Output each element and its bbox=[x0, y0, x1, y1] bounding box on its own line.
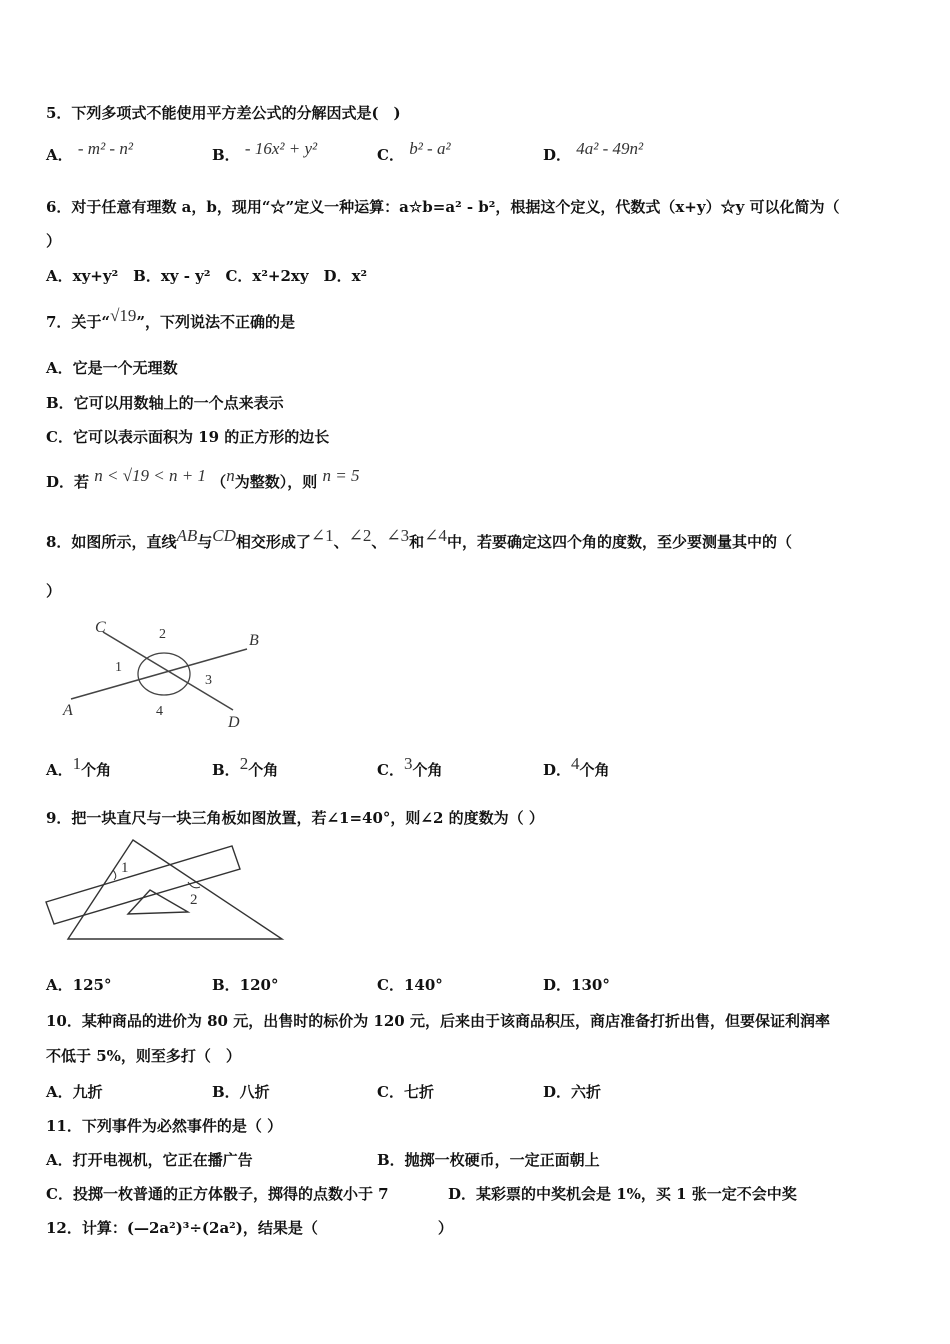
q7-optd-math: n < √19 < n + 1 bbox=[94, 466, 206, 485]
q11-option-b: B．抛掷一枚硬币，一定正面朝上 bbox=[377, 1151, 600, 1169]
q7-option-a: A．它是一个无理数 bbox=[46, 359, 178, 377]
line-ab: AB bbox=[176, 526, 198, 545]
q10-option-d: D．六折 bbox=[543, 1083, 602, 1101]
label-angle-3: 3 bbox=[205, 673, 212, 688]
label-b: B bbox=[249, 632, 259, 649]
q9-stem: 9．把一块直尺与一块三角板如图放置，若∠1=40°，则∠2 的度数为（ ） bbox=[46, 809, 544, 827]
label-angle-2: 2 bbox=[190, 892, 198, 908]
label-angle-4: 4 bbox=[156, 704, 163, 719]
q9-figure bbox=[40, 836, 290, 946]
q5-stem: 5．下列多项式不能使用平方差公式的分解因式是( ) bbox=[46, 104, 401, 122]
ruler-shape bbox=[46, 846, 240, 924]
q10-stem-line2: 不低于 5%，则至多打（ ） bbox=[46, 1047, 241, 1065]
option-expr: b² - a² bbox=[409, 139, 451, 158]
q7-optd-mid: 为整数），则 bbox=[234, 473, 318, 491]
angle-3: ∠3 bbox=[386, 526, 410, 545]
q8-option-b bbox=[212, 754, 279, 780]
q8-sep: 、 bbox=[371, 533, 387, 551]
angle-4: ∠4 bbox=[424, 526, 447, 545]
q8-figure bbox=[55, 612, 280, 737]
q8-option-d bbox=[543, 754, 610, 780]
q7-optd-n: n bbox=[226, 466, 235, 485]
option-label: B． bbox=[212, 146, 240, 164]
q7-option-c: C．它可以表示面积为 19 的正方形的边长 bbox=[46, 428, 330, 446]
option-label: A． bbox=[46, 761, 73, 779]
q6-options: A．xy+y² B．xy - y² C．x²+2xy D．x² bbox=[46, 267, 368, 285]
option-num: 3 bbox=[403, 754, 413, 773]
q9-option-d: D．130° bbox=[543, 976, 610, 994]
q7-optd-pre: D．若 bbox=[46, 473, 90, 491]
angle-1: ∠1 bbox=[310, 526, 334, 545]
q10-option-c: C．七折 bbox=[377, 1083, 434, 1101]
q6-stem: 6．对于任意有理数 a，b，现用“☆”定义一种运算：a☆b=a² - b²，根据这个定义，代数式（x+y）☆y 可以化简为（ bbox=[46, 198, 840, 216]
q11-option-c: C．投掷一枚普通的正方体骰子，掷得的点数小于 7 bbox=[46, 1185, 389, 1203]
label-a: A bbox=[63, 702, 73, 719]
q7-stem bbox=[46, 306, 296, 332]
option-num: 1 bbox=[72, 754, 82, 773]
q8-and2: 和 bbox=[409, 533, 425, 551]
option-label: C． bbox=[377, 761, 404, 779]
q8-stem bbox=[46, 526, 792, 552]
q9-option-c: C．140° bbox=[377, 976, 443, 994]
q8-post: 中，若要确定这四个角的度数，至少要测量其中的（ bbox=[446, 533, 792, 551]
q11-option-d: D．某彩票的中奖机会是 1%，买 1 张一定不会中奖 bbox=[448, 1185, 797, 1203]
label-d: D bbox=[228, 714, 240, 731]
option-label: D． bbox=[543, 146, 572, 164]
q9-option-b: B．120° bbox=[212, 976, 279, 994]
option-unit: 个角 bbox=[412, 761, 443, 779]
q8-stem-end: ） bbox=[46, 582, 62, 600]
q7-optd-end: n = 5 bbox=[322, 466, 360, 485]
q8-stem-pre: 8．如图所示，直线 bbox=[46, 533, 177, 551]
angle-2: ∠2 bbox=[348, 526, 372, 545]
label-c: C bbox=[95, 619, 106, 636]
q5-option-b bbox=[212, 139, 318, 165]
sqrt-19: √19 bbox=[110, 306, 137, 325]
q11-stem: 11．下列事件为必然事件的是（ ） bbox=[46, 1117, 283, 1135]
q8-option-c bbox=[377, 754, 443, 780]
option-label: D． bbox=[543, 761, 572, 779]
option-unit: 个角 bbox=[579, 761, 610, 779]
set-square-outer bbox=[68, 840, 282, 939]
line-cd: CD bbox=[212, 526, 236, 545]
option-label: A． bbox=[46, 146, 73, 164]
option-label: C． bbox=[377, 146, 404, 164]
q10-stem-line1: 10．某种商品的进价为 80 元，出售时的标价为 120 元，后来由于该商品积压，商店准备打折出售，但要保证利润率 bbox=[46, 1012, 830, 1030]
angle-1-arc bbox=[113, 870, 116, 880]
option-expr: 4a² - 49n² bbox=[576, 139, 644, 158]
q8-mid: 相交形成了 bbox=[235, 533, 311, 551]
q7-option-b: B．它可以用数轴上的一个点来表示 bbox=[46, 394, 284, 412]
q5-option-a bbox=[46, 139, 133, 165]
q10-option-a: A．九折 bbox=[46, 1083, 103, 1101]
q10-option-b: B．八折 bbox=[212, 1083, 270, 1101]
option-unit: 个角 bbox=[81, 761, 112, 779]
q5-option-c bbox=[377, 139, 451, 165]
label-angle-2: 2 bbox=[159, 627, 166, 642]
q11-option-a: A．打开电视机，它正在播广告 bbox=[46, 1151, 253, 1169]
option-num: 4 bbox=[571, 754, 580, 773]
q12-stem: 12．计算：(—2a²)³÷(2a²)，结果是（ ） bbox=[46, 1219, 453, 1237]
option-unit: 个角 bbox=[248, 761, 279, 779]
q8-and1: 与 bbox=[197, 533, 213, 551]
label-angle-1: 1 bbox=[115, 660, 122, 675]
q8-option-a bbox=[46, 754, 112, 780]
q5-option-d bbox=[543, 139, 644, 165]
q7-stem-pre: 7．关于“ bbox=[46, 313, 111, 331]
line-ab-figure bbox=[71, 649, 247, 699]
q8-sep: 、 bbox=[333, 533, 349, 551]
q7-stem-post: ”，下列说法不正确的是 bbox=[136, 313, 296, 331]
q9-option-a: A．125° bbox=[46, 976, 112, 994]
option-expr: - 16x² + y² bbox=[244, 139, 318, 158]
option-expr: - m² - n² bbox=[77, 139, 133, 158]
angle-circle bbox=[138, 653, 190, 695]
option-label: B． bbox=[212, 761, 240, 779]
label-angle-1: 1 bbox=[121, 860, 129, 876]
option-num: 2 bbox=[239, 754, 249, 773]
q6-stem-end: ） bbox=[46, 232, 62, 250]
q7-optd-paren: （ bbox=[211, 473, 227, 491]
q7-option-d bbox=[46, 466, 360, 492]
line-cd-figure bbox=[103, 632, 233, 710]
